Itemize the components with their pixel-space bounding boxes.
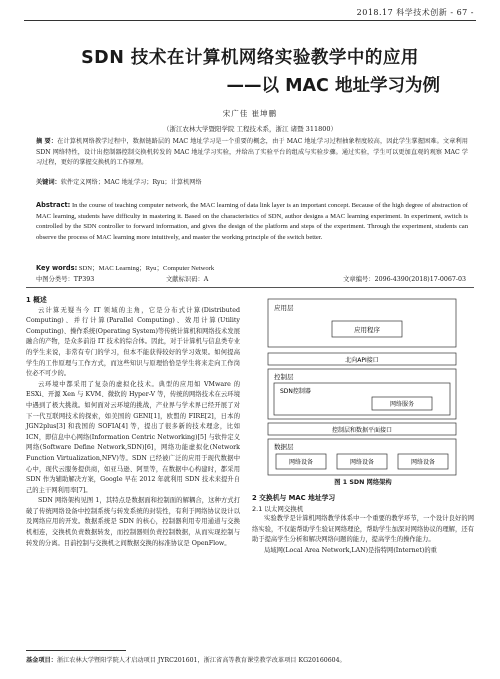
paragraph: 云计算无疑当今 IT 领域的主角，它是分布式计算(Distributed Computing)、并行计算(Parallel Computing)、效用计算(Utility Computing)、操作系统(Operating System)等传统计算机和网络技术发展融合的产物，是众多前沿 IT 技术的综合体。因此，对于计算机与信息类专业的学生来说，非常有专门的学习，但本不能获得较好的学习效果。如何提高学生的工作原理与工作方式，而这些知识与原理恰恰是学生将来走向工作岗位必不可少的。 — [26, 306, 240, 378]
app-layer-label: 应用层 — [274, 304, 294, 312]
authors: 宋广佳 崔坤鹏 — [222, 109, 278, 118]
south-interface-label: 控制层和数据平面接口 — [331, 427, 393, 434]
section-2-heading: 2 交换机与 MAC 地址学习 — [252, 494, 336, 502]
app-layer-box — [268, 299, 456, 347]
running-header: 2018.17 科学技术创新 - 67 - — [356, 8, 474, 17]
section-1-heading: 1 概述 — [26, 296, 47, 304]
keywords-cn-label: 关键词： — [36, 179, 61, 186]
figure-1-caption: 图 1 SDN 网络架构 — [334, 479, 392, 486]
footnote-text: 浙江农林大学暨阳学院人才启动项目 JYRC201601，浙江省高等教育课堂教学改革项目 KG20160604。 — [56, 657, 346, 664]
paragraph: 局域网(Local Area Network,LAN)是指特网(Internet)的重 — [264, 546, 437, 554]
abstract-cn — [36, 137, 468, 169]
article-meta — [36, 274, 468, 283]
abstract-en — [36, 200, 468, 243]
left-column — [26, 295, 240, 549]
north-api-label: 北向API接口 — [345, 357, 379, 364]
funding-footnote — [26, 655, 476, 664]
header-rule — [24, 20, 476, 21]
abstract-cn-label: 摘 要： — [36, 138, 58, 145]
network-device-label: 网络设备 — [288, 459, 314, 466]
app-program-label: 应用程序 — [354, 326, 380, 334]
footnote-rule — [26, 650, 126, 651]
section-2-1-heading: 2.1 以太网交换机 — [252, 504, 304, 513]
data-layer-label: 数据层 — [274, 443, 294, 451]
network-device-label: 网络设备 — [410, 459, 436, 466]
net-service-label: 网络服务 — [389, 401, 415, 408]
affiliation: （浙江农林大学暨阳学院 工程技术系，浙江 诸暨 311800） — [162, 125, 337, 133]
abstract-cn-text: 在计算机网络教学过程中，数据链路层的 MAC 地址学习是一个重要的概念，由于 MAC 地址学习过程抽象程度较高，因此学生掌握困难。文章利用 SDN 网络特性，设计出控制器控制交换机转发的 MAC 地址学习实验，并给出了实验平台的组成与实验步骤。通过实验，学生可以更加直观的观察 MAC 学习过程，更好的掌握交换机的工作原理。 — [36, 138, 468, 166]
keywords-cn — [36, 178, 468, 189]
footnote-label: 基金项目： — [26, 657, 57, 664]
network-device-label: 网络设备 — [349, 459, 375, 466]
article-number: 文章编号：2096-4390(2018)17-0067-03 — [343, 276, 466, 283]
meta-rule — [26, 287, 474, 288]
keywords-en — [36, 263, 468, 275]
paragraph: 实验教学是计算机网络教学体系中一个重要的教学环节，一个设计良好的网络实验，不仅能帮助学生验证网络理论，帮助学生加深对网络协议的理解，还有助于提高学生分析和解决网络问题的能力，提高学生的操作能力。 — [252, 515, 474, 544]
figure-1-sdn-architecture — [262, 297, 462, 477]
data-layer-box — [268, 439, 456, 475]
paragraph: 云环境中都采用了复杂的虚拟化技术。典型的应用如 VMware 的 ESXi、开源 Xen 与 KVM、微软的 Hyper-V 等，传统的网络技术在云环境中遇到了极大挑战。如何面对云环境的挑战，产业界与学术界已经开展了对下一代互联网技术的探索，如美国的 GENI[1]，欧盟的 FIRE[2]，日本的 JGN2plus[3] 和我国的 SOFIA[4] 等，提出了很多新的技术理念，比如 ICN，即信息中心网络(Information Centric Networking)[5] 与软件定义网络(Software Define Network,SDN)[6]，网络功能虚拟化(Network Function Virtualization,NFV)等。SDN 已经被广泛的应用于现代数据中心中，现代云服务提供商，如亚马逊、阿里等，在数据中心构建时，都采用 SDN 作为辅助解决方案，Google 早在 2012 年就利用 SDN 技术来提升自己的主干网利用率[7]。 — [26, 380, 240, 494]
sdn-controller-label: SDN控制器 — [280, 388, 311, 395]
sdn-architecture-diagram — [262, 297, 462, 477]
clc-number: 中图分类号：TP393 — [36, 276, 95, 283]
paragraph: SDN 网络架构见图 1，其特点是数据面和控制面的解耦合，这种方式打破了传统网络设备中控制系统与转发系统的封装性，有利于网络协议设计以及网络应用的开发。数据系统是 SDN 的核心，控制器利用专用通道与交换机相连，交换机负责数据转发，而控制器则负责控制数据，从而实现控制与转发的分离。目前控制与交换机之间数据交换的标准协议是 OpenFlow。 — [26, 497, 240, 547]
abstract-en-text: In the course of teaching computer network, the MAC learning of data link layer is an important concept. Because of the high degree of abstraction of MAC learning, students have difficulty in mastering it. Based on the characteristics of SDN, author designs a MAC learning experiment. In experiment, switch is controlled by the SDN controller to forward information, and gives the design of the platform and steps of the experiment. Through the experiment, students can observe the process of MAC learning more intuitively, and master the working principle of the switch better. — [36, 202, 468, 241]
control-layer-label: 控制层 — [274, 373, 294, 381]
paper-title: SDN 技术在计算机网络实验教学中的应用 — [81, 48, 419, 68]
keywords-en-label: Key words: — [36, 264, 78, 272]
abstract-en-label: Abstract: — [36, 201, 71, 209]
paper-subtitle: ——以 MAC 地址学习为例 — [226, 76, 440, 96]
right-column — [252, 493, 474, 557]
keywords-en-text: SDN；MAC Learning；Ryu；Computer Network — [78, 265, 215, 272]
keywords-cn-text: 软件定义网络；MAC 地址学习；Ryu；计算机网络 — [60, 179, 202, 186]
document-code: 文献标识码：A — [166, 276, 209, 283]
